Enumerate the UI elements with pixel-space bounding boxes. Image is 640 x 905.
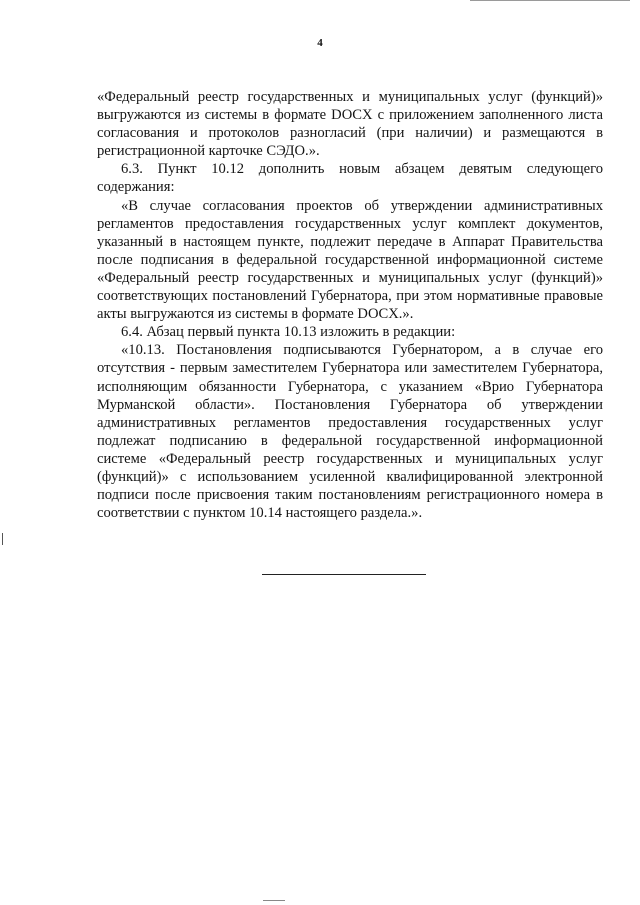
paragraph: «В случае согласования проектов об утверждении административных регламентов предоставления государственных услуг комплект документов, указанный в настоящем пункте, подлежит передаче в Аппарат Правительства после подписания в федеральной государственной информационной системе «Федеральный реестр государственных и муниципальных услуг (функций)» соответствующих постановлений Губернатора, при этом нормативные правовые акты выгружаются из системы в формате DOCX.». <box>97 197 603 323</box>
scan-artifact-mark <box>263 900 285 901</box>
scan-artifact-line <box>470 0 630 1</box>
end-separator-line <box>262 574 426 575</box>
paragraph: «10.13. Постановления подписываются Губернатором, а в случае его отсутствия - первым заместителем Губернатора или заместителем Губернатора, исполняющим обязанности Губернатора, с указанием «Врио Губернатора Мурманской области». Постановления Губернатора об утверждении административных регламентов предоставления государственных услуг подлежат подписанию в федеральной государственной информационной системе «Федеральный реестр государственных и муниципальных услуг (функций)» с использованием усиленной квалифицированной электронной подписи после присвоения таким постановлениям регистрационного номера в соответствии с пунктом 10.14 настоящего раздела.». <box>97 342 603 522</box>
paragraph: 6.4. Абзац первый пункта 10.13 изложить в редакции: <box>121 324 456 341</box>
document-body <box>97 88 603 522</box>
page-number: 4 <box>317 37 323 49</box>
paragraph: 6.3. Пункт 10.12 дополнить новым абзацем девятым следующего содержания: <box>97 161 603 196</box>
scan-artifact-mark <box>2 533 3 545</box>
paragraph: «Федеральный реестр государственных и муниципальных услуг (функций)» выгружаются из системы в формате DOCX с приложением заполненного листа согласования и протоколов разногласий (при наличии) и размещаются в регистрационной карточке СЭДО.». <box>97 89 603 160</box>
